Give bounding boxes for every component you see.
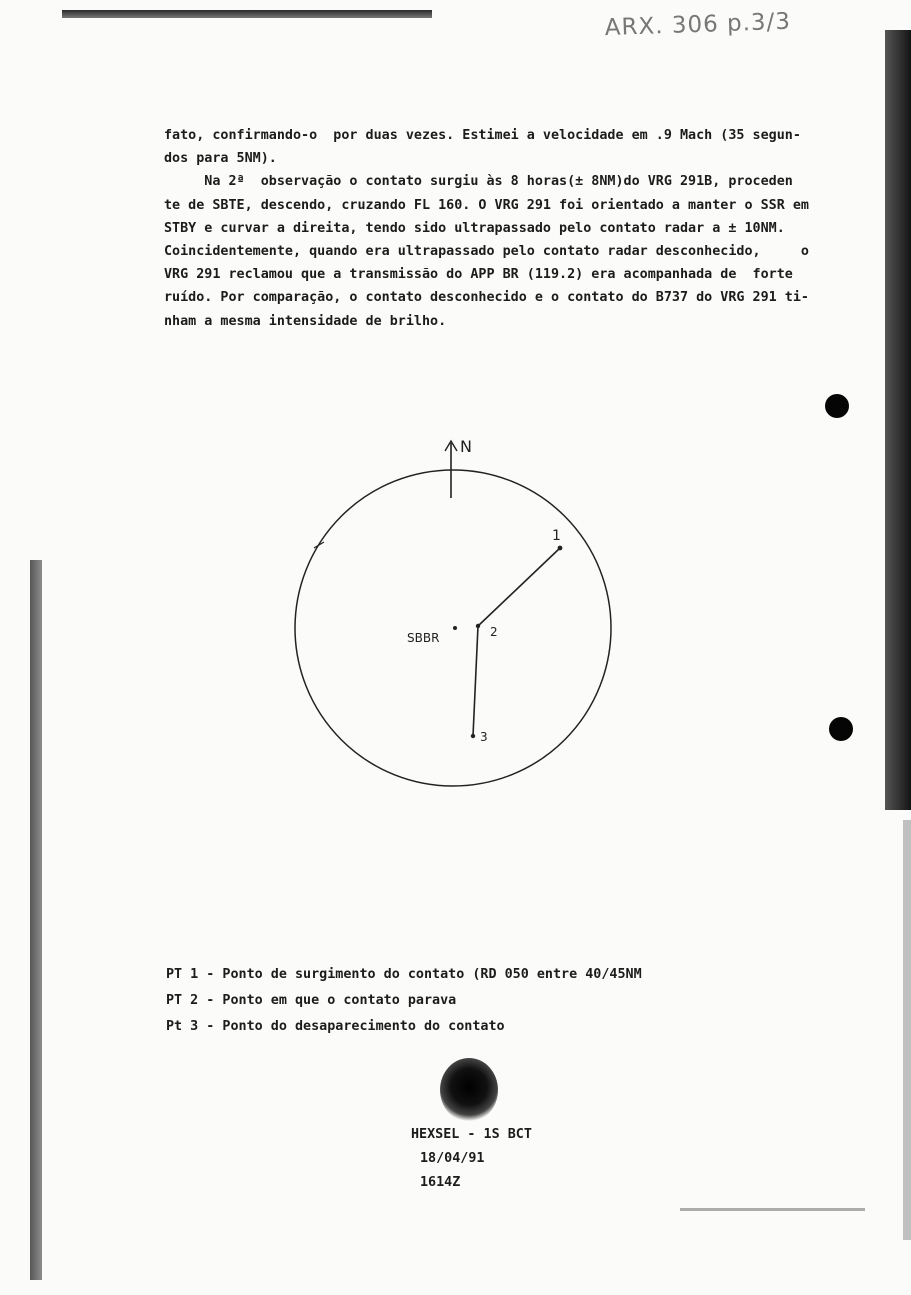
point-3-marker <box>471 734 475 738</box>
legend-item: PT 2 - Ponto em que o contato parava <box>166 993 457 1008</box>
scan-edge-right-lower <box>903 820 911 1240</box>
scan-edge-bottom <box>680 1208 865 1211</box>
body-line: te de SBTE, descendo, cruzando FL 160. O VRG 291 foi orientado a manter o SSR em <box>164 197 809 213</box>
point-3-label: 3 <box>480 730 488 744</box>
signature-time: 1614Z <box>420 1175 461 1190</box>
legend-item: Pt 3 - Ponto do desaparecimento do contato <box>166 1019 505 1034</box>
track-segment-2-3 <box>473 626 478 736</box>
body-line: STBY e curvar a direita, tendo sido ultrapassado pelo contato radar a ± 10NM. <box>164 220 785 236</box>
station-marker <box>453 626 457 630</box>
body-line: fato, confirmando-o por duas vezes. Estimei a velocidade em .9 Mach (35 segun- <box>164 128 801 143</box>
body-line: VRG 291 reclamou que a transmissão do APP BR (119.2) era acompanhada de forte <box>164 267 793 283</box>
point-1-label: 1 <box>552 528 561 544</box>
radar-sketch <box>280 425 620 795</box>
signature-date: 18/04/91 <box>420 1151 485 1166</box>
scan-edge-left <box>30 560 42 1280</box>
punch-hole-top <box>825 394 849 418</box>
legend <box>166 962 642 1040</box>
archive-reference: ARX. 306 p.3/3 <box>604 8 792 42</box>
signature-name: HEXSEL - 1S BCT <box>411 1127 532 1142</box>
body-line: dos para 5NM). <box>164 151 277 167</box>
ink-smudge <box>440 1058 498 1122</box>
body-line: nham a mesma intensidade de brilho. <box>164 313 447 329</box>
north-label: N <box>460 437 472 456</box>
body-line: Coincidentemente, quando era ultrapassado pelo contato radar desconhecido, o <box>164 244 809 260</box>
punch-hole-bottom <box>829 717 853 741</box>
body-line: Na 2ª observação o contato surgiu às 8 horas(± 8NM)do VRG 291B, proceden <box>164 174 793 190</box>
point-2-label: 2 <box>490 625 498 639</box>
report-body <box>164 124 844 333</box>
station-label: SBBR <box>407 631 440 645</box>
scan-edge-top <box>62 10 432 18</box>
track-segment-1-2 <box>478 548 560 626</box>
body-line: ruído. Por comparação, o contato desconhecido e o contato do B737 do VRG 291 ti- <box>164 290 809 306</box>
legend-item: PT 1 - Ponto de surgimento do contato (RD 050 entre 40/45NM <box>166 967 642 982</box>
point-2-marker <box>476 624 480 628</box>
signature-block <box>411 1123 532 1195</box>
scan-edge-right <box>885 30 911 810</box>
point-1-marker <box>558 546 563 551</box>
